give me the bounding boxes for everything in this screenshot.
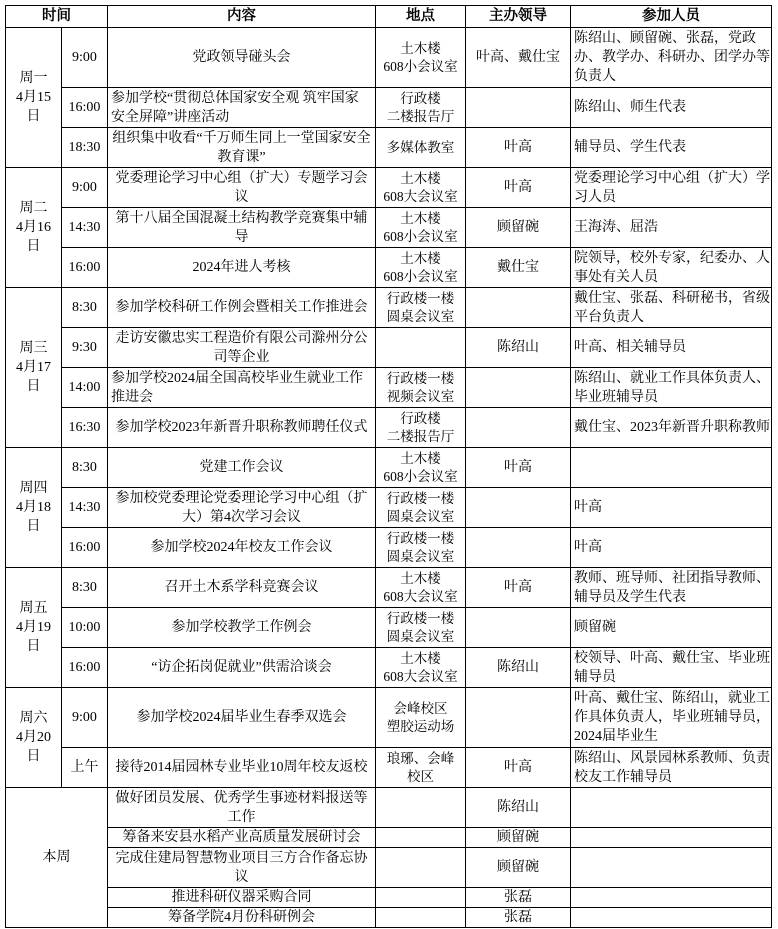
time-cell: 9:00: [62, 28, 107, 87]
time-cell: 16:00: [62, 528, 107, 567]
content-cell: 参加学校科研工作例会暨相关工作推进会: [108, 288, 375, 327]
content-cell: 筹备来安县水稻产业高质量发展研讨会: [108, 828, 375, 847]
participants-cell: [571, 848, 771, 887]
day-label: 周三: [19, 341, 48, 356]
location-cell: 行政楼一楼 圆桌会议室: [376, 488, 465, 527]
time-cell: 16:30: [62, 408, 107, 447]
location-cell: 多媒体教室: [376, 128, 465, 167]
week-label-cell: 本周: [6, 788, 107, 927]
leader-cell: 叶高: [466, 448, 570, 487]
content-cell: 参加学校2024届全国高校毕业生就业工作推进会: [108, 368, 375, 407]
day-label: 周六: [19, 711, 48, 726]
leader-cell: 叶高: [466, 748, 570, 787]
date-label: 4月17日: [16, 360, 51, 394]
content-cell: 第十八届全国混凝土结构教学竞赛集中辅导: [108, 208, 375, 247]
participants-cell: 陈绍山、就业工作具体负责人、毕业班辅导员: [571, 368, 771, 407]
leader-cell: [466, 688, 570, 747]
participants-cell: 辅导员、学生代表: [571, 128, 771, 167]
date-label: 4月20日: [16, 730, 51, 764]
location-cell: 行政楼一楼 视频会议室: [376, 368, 465, 407]
location-cell: [376, 328, 465, 367]
location-cell: 土木楼 608大会议室: [376, 568, 465, 607]
day-label: 周二: [19, 201, 48, 216]
day-cell: [6, 448, 61, 567]
participants-cell: 叶高、相关辅导员: [571, 328, 771, 367]
time-cell: 14:30: [62, 488, 107, 527]
header-content: 内容: [108, 6, 375, 27]
participants-cell: 陈绍山、风景园林系教师、负责校友工作辅导员: [571, 748, 771, 787]
day-cell: [6, 168, 61, 287]
leader-cell: 叶高: [466, 168, 570, 207]
date-label: 4月18日: [16, 500, 51, 534]
location-cell: 土木楼 608大会议室: [376, 168, 465, 207]
leader-cell: 叶高: [466, 128, 570, 167]
time-cell: 16:00: [62, 648, 107, 687]
leader-cell: [466, 528, 570, 567]
participants-cell: 校领导、叶高、戴仕宝、毕业班辅导员: [571, 648, 771, 687]
time-cell: 16:00: [62, 248, 107, 287]
location-cell: 琅琊、会峰 校区: [376, 748, 465, 787]
time-cell: 10:00: [62, 608, 107, 647]
content-cell: 做好团员发展、优秀学生事迹材料报送等工作: [108, 788, 375, 827]
time-cell: 18:30: [62, 128, 107, 167]
location-cell: 土木楼 608小会议室: [376, 248, 465, 287]
leader-cell: [466, 608, 570, 647]
location-cell: 会峰校区 塑胶运动场: [376, 688, 465, 747]
time-cell: 上午: [62, 748, 107, 787]
content-cell: “访企拓岗促就业”供需洽谈会: [108, 648, 375, 687]
participants-cell: 陈绍山、顾留碗、张磊，党政办、教学办、科研办、团学办等负责人: [571, 28, 771, 87]
day-cell: [6, 28, 61, 167]
participants-cell: 王海涛、屈浩: [571, 208, 771, 247]
time-cell: 14:30: [62, 208, 107, 247]
participants-cell: 戴仕宝、2023年新晋升职称教师: [571, 408, 771, 447]
participants-cell: 叶高: [571, 488, 771, 527]
leader-cell: [466, 408, 570, 447]
participants-cell: [571, 448, 771, 487]
content-cell: 党政领导碰头会: [108, 28, 375, 87]
header-participants: 参加人员: [571, 6, 771, 27]
location-cell: 土木楼 608小会议室: [376, 208, 465, 247]
participants-cell: 叶高: [571, 528, 771, 567]
participants-cell: 陈绍山、师生代表: [571, 88, 771, 127]
participants-cell: 戴仕宝、张磊、科研秘书，省级平台负责人: [571, 288, 771, 327]
location-cell: 土木楼 608小会议室: [376, 448, 465, 487]
leader-cell: 陈绍山: [466, 788, 570, 827]
leader-cell: 陈绍山: [466, 648, 570, 687]
participants-cell: 叶高、戴仕宝、陈绍山，就业工作具体负责人，毕业班辅导员，2024届毕业生: [571, 688, 771, 747]
time-cell: 8:30: [62, 288, 107, 327]
date-label: 4月15日: [16, 90, 51, 124]
location-cell: 行政楼 二楼报告厅: [376, 88, 465, 127]
content-cell: 参加学校2024届毕业生春季双选会: [108, 688, 375, 747]
leader-cell: 顾留碗: [466, 208, 570, 247]
day-cell: [6, 288, 61, 447]
day-cell: [6, 688, 61, 787]
content-cell: 筹备学院4月份科研例会: [108, 908, 375, 927]
time-cell: 8:30: [62, 568, 107, 607]
content-cell: 参加校党委理论党委理论学习中心组（扩大）第4次学习会议: [108, 488, 375, 527]
time-cell: 9:30: [62, 328, 107, 367]
content-cell: 参加学校“贯彻总体国家安全观 筑牢国家安全屏障”讲座活动: [108, 88, 375, 127]
header-time: 时间: [6, 6, 107, 27]
time-cell: 14:00: [62, 368, 107, 407]
content-cell: 党委理论学习中心组（扩大）专题学习会议: [108, 168, 375, 207]
time-cell: 8:30: [62, 448, 107, 487]
participants-cell: [571, 788, 771, 827]
leader-cell: 戴仕宝: [466, 248, 570, 287]
day-label: 周五: [19, 601, 48, 616]
header-leader: 主办领导: [466, 6, 570, 27]
leader-cell: 叶高: [466, 568, 570, 607]
content-cell: 党建工作会议: [108, 448, 375, 487]
leader-cell: [466, 88, 570, 127]
location-cell: [376, 788, 465, 827]
location-cell: [376, 828, 465, 847]
location-cell: 土木楼 608大会议室: [376, 648, 465, 687]
content-cell: 2024年进人考核: [108, 248, 375, 287]
participants-cell: 教师、班导师、社团指导教师、辅导员及学生代表: [571, 568, 771, 607]
location-cell: 行政楼 二楼报告厅: [376, 408, 465, 447]
content-cell: 推进科研仪器采购合同: [108, 888, 375, 907]
content-cell: 召开土木系学科竞赛会议: [108, 568, 375, 607]
header-location: 地点: [376, 6, 465, 27]
location-cell: 行政楼一楼 圆桌会议室: [376, 608, 465, 647]
time-cell: 9:00: [62, 688, 107, 747]
day-label: 周一: [19, 71, 48, 86]
participants-cell: 党委理论学习中心组（扩大）学习人员: [571, 168, 771, 207]
leader-cell: [466, 488, 570, 527]
location-cell: [376, 908, 465, 927]
participants-cell: 顾留碗: [571, 608, 771, 647]
time-cell: 16:00: [62, 88, 107, 127]
content-cell: 组织集中收看“千万师生同上一堂国家安全教育课”: [108, 128, 375, 167]
leader-cell: 陈绍山: [466, 328, 570, 367]
location-cell: [376, 888, 465, 907]
leader-cell: [466, 288, 570, 327]
content-cell: 参加学校2024年校友工作会议: [108, 528, 375, 567]
day-cell: [6, 568, 61, 687]
participants-cell: 院领导，校外专家，纪委办、人事处有关人员: [571, 248, 771, 287]
date-label: 4月16日: [16, 220, 51, 254]
location-cell: [376, 848, 465, 887]
leader-cell: [466, 368, 570, 407]
location-cell: 土木楼 608小会议室: [376, 28, 465, 87]
location-cell: 行政楼一楼 圆桌会议室: [376, 288, 465, 327]
location-cell: 行政楼一楼 圆桌会议室: [376, 528, 465, 567]
content-cell: 走访安徽忠实工程造价有限公司滁州分公司等企业: [108, 328, 375, 367]
content-cell: 参加学校2023年新晋升职称教师聘任仪式: [108, 408, 375, 447]
content-cell: 完成住建局智慧物业项目三方合作备忘协议: [108, 848, 375, 887]
participants-cell: [571, 908, 771, 927]
leader-cell: 叶高、戴仕宝: [466, 28, 570, 87]
participants-cell: [571, 828, 771, 847]
content-cell: 接待2014届园林专业毕业10周年校友返校: [108, 748, 375, 787]
content-cell: 参加学校教学工作例会: [108, 608, 375, 647]
leader-cell: 张磊: [466, 888, 570, 907]
leader-cell: 顾留碗: [466, 848, 570, 887]
weekly-schedule-table: [5, 5, 772, 928]
date-label: 4月19日: [16, 620, 51, 654]
time-cell: 9:00: [62, 168, 107, 207]
day-label: 周四: [19, 481, 48, 496]
participants-cell: [571, 888, 771, 907]
leader-cell: 张磊: [466, 908, 570, 927]
leader-cell: 顾留碗: [466, 828, 570, 847]
